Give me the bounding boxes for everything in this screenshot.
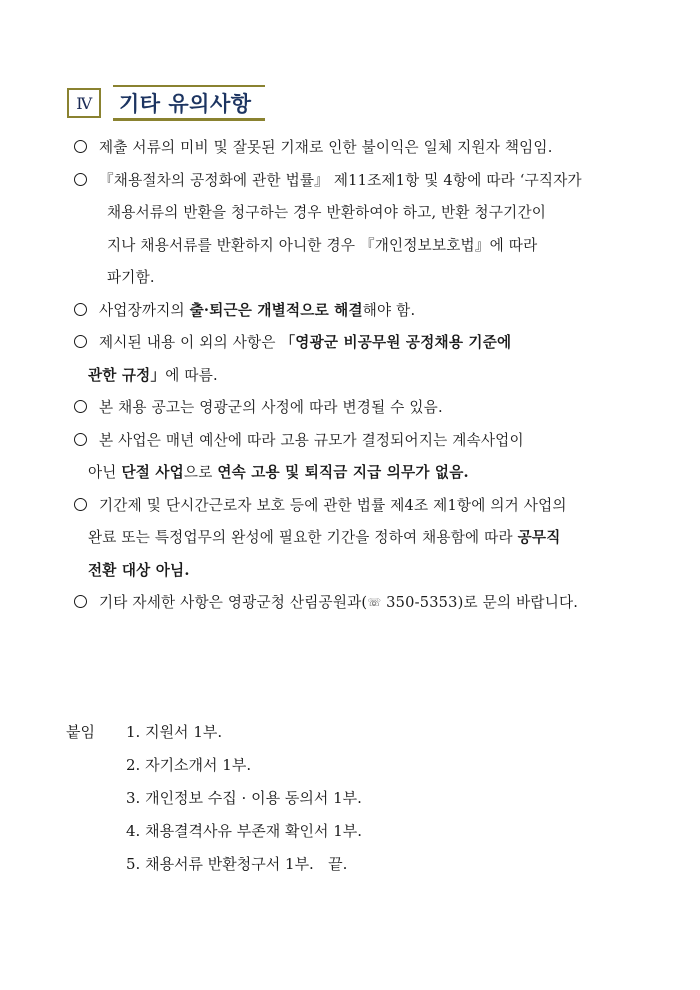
note-first-line bbox=[74, 587, 654, 620]
note-first-line bbox=[74, 392, 654, 425]
section-title-bar bbox=[113, 85, 265, 121]
note-text: 아닌 bbox=[88, 464, 122, 481]
attachment-label: 붙임 bbox=[66, 723, 95, 741]
note-text-bold: 연속 고용 및 퇴직금 지급 의무가 없음. bbox=[217, 464, 469, 481]
note-item bbox=[74, 295, 654, 328]
note-text: 해야 함. bbox=[362, 301, 416, 319]
note-item bbox=[74, 165, 654, 295]
note-continuation-line bbox=[74, 457, 654, 490]
circle-bullet-icon bbox=[74, 173, 87, 186]
attachment-row bbox=[66, 716, 566, 749]
circle-bullet-icon bbox=[74, 140, 87, 153]
note-item bbox=[74, 132, 654, 165]
section-header bbox=[67, 85, 265, 121]
attachment-item: 1. 지원서 1부. bbox=[126, 723, 223, 741]
note-first-line bbox=[74, 425, 654, 458]
attachment-item: 3. 개인정보 수집 · 이용 동의서 1부. bbox=[126, 789, 362, 807]
note-continuation-line bbox=[74, 262, 654, 295]
note-text: 본 사업은 매년 예산에 따라 고용 규모가 결정되어지는 계속사업이 bbox=[99, 431, 524, 449]
attachment-label bbox=[66, 815, 126, 848]
attachment-item: 2. 자기소개서 1부. bbox=[126, 756, 252, 774]
note-first-line bbox=[74, 490, 654, 523]
note-text-bold: 단절 사업 bbox=[121, 464, 184, 481]
note-text-bold: 전환 대상 아님. bbox=[88, 561, 190, 579]
circle-bullet-icon bbox=[74, 335, 87, 348]
note-item bbox=[74, 392, 654, 425]
circle-bullet-icon bbox=[74, 433, 87, 446]
note-item bbox=[74, 490, 654, 588]
section-numeral: Ⅳ bbox=[76, 93, 92, 113]
note-text: 에 따름. bbox=[165, 366, 218, 384]
note-continuation-line bbox=[74, 360, 654, 393]
attachment-row bbox=[66, 749, 566, 782]
attachment-row bbox=[66, 848, 566, 881]
note-text-bold: 「영광군 비공무원 공정채용 기준에 bbox=[280, 334, 512, 351]
attachments-list bbox=[66, 716, 566, 881]
note-text-bold: 출·퇴근은 개별적으로 해결 bbox=[189, 301, 363, 319]
note-first-line bbox=[74, 295, 654, 328]
note-text: 본 채용 공고는 영광군의 사정에 따라 변경될 수 있음. bbox=[99, 399, 443, 416]
attachment-item: 5. 채용서류 반환청구서 1부. 끝. bbox=[126, 855, 348, 873]
note-continuation-line bbox=[74, 522, 654, 555]
note-continuation-line bbox=[74, 230, 654, 263]
note-continuation-line bbox=[74, 197, 654, 230]
note-text: 350-5353)로 문의 바랍니다. bbox=[381, 594, 579, 611]
note-text: 기간제 및 단시간근로자 보호 등에 관한 법률 제4조 제1항에 의거 사업의 bbox=[99, 496, 567, 514]
section-title: 기타 유의사항 bbox=[119, 91, 252, 116]
note-item bbox=[74, 587, 654, 620]
circle-bullet-icon bbox=[74, 303, 87, 316]
phone-icon: ☏ bbox=[367, 596, 382, 609]
note-text: 채용서류의 반환을 청구하는 경우 반환하여야 하고, 반환 청구기간이 bbox=[107, 204, 547, 221]
note-text-bold: 공무직 bbox=[517, 529, 561, 546]
attachment-row bbox=[66, 782, 566, 815]
notes-list bbox=[74, 132, 654, 620]
note-text: 제시된 내용 이 외의 사항은 bbox=[99, 334, 281, 351]
attachment-row bbox=[66, 815, 566, 848]
attachment-label bbox=[66, 749, 126, 782]
circle-bullet-icon bbox=[74, 498, 87, 511]
note-item bbox=[74, 425, 654, 490]
note-first-line bbox=[74, 327, 654, 360]
circle-bullet-icon bbox=[74, 400, 87, 413]
note-continuation-line bbox=[74, 555, 654, 588]
attachment-item: 4. 채용결격사유 부존재 확인서 1부. bbox=[126, 822, 363, 840]
note-text: 파기함. bbox=[107, 269, 155, 286]
attachment-label bbox=[66, 782, 126, 815]
note-text: 지나 채용서류를 반환하지 아니한 경우 『개인정보보호법』에 따라 bbox=[107, 236, 538, 254]
circle-bullet-icon bbox=[74, 595, 87, 608]
note-text: 『채용절차의 공정화에 관한 법률』 제11조제1항 및 4항에 따라 ‘구직자가 bbox=[99, 171, 582, 189]
note-text: 사업장까지의 bbox=[99, 301, 190, 319]
section-numeral-box bbox=[67, 88, 101, 118]
note-text: 제출 서류의 미비 및 잘못된 기재로 인한 불이익은 일체 지원자 책임임. bbox=[99, 139, 553, 156]
attachment-label bbox=[66, 848, 126, 881]
note-item bbox=[74, 327, 654, 392]
note-text-bold: 관한 규정」 bbox=[88, 366, 166, 384]
note-first-line bbox=[74, 132, 654, 165]
note-text: 기타 자세한 사항은 영광군청 산림공원과( bbox=[99, 594, 368, 611]
note-first-line bbox=[74, 165, 654, 198]
note-text: 완료 또는 특정업무의 완성에 필요한 기간을 정하여 채용함에 따라 bbox=[88, 529, 518, 546]
note-text: 으로 bbox=[183, 464, 218, 481]
